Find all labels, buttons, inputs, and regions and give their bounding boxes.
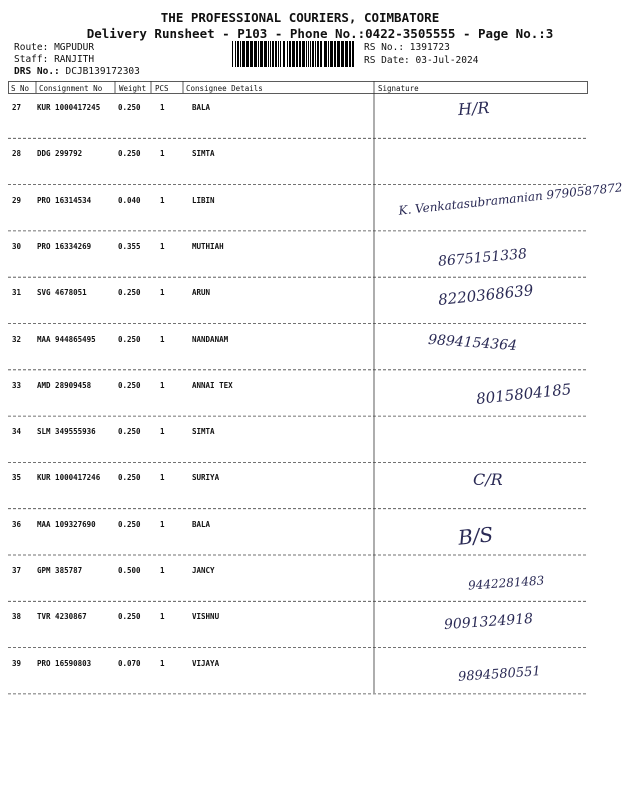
row-pcs: 1 (160, 149, 165, 159)
row-pcs: 1 (160, 334, 165, 344)
barcode-bar (312, 41, 314, 67)
row-consignee: ANNAI TEX (192, 380, 233, 390)
barcode-bar (270, 41, 271, 67)
barcode-bar (341, 41, 344, 67)
row-signature: K. Venkatasubramanian 9790587872 (397, 179, 623, 218)
rs-no-info (364, 42, 450, 53)
document-title: THE PROFESSIONAL COURIERS, COIMBATORE (160, 10, 440, 25)
row-pcs: 1 (160, 658, 165, 668)
row-signature: 8675151338 (437, 246, 528, 270)
barcode-bar (299, 41, 301, 67)
row-consignment-no: KUR 1000417246 (37, 473, 101, 483)
row-consignment-no: PRO 16314534 (37, 195, 92, 205)
route-value: MGPUDUR (54, 42, 95, 53)
row-consignment-no: KUR 1000417245 (37, 103, 101, 112)
barcode-bar (334, 41, 336, 67)
row-sno: 33 (12, 380, 22, 390)
barcode-bar (302, 41, 305, 67)
column-header-consignment: Consignment No (39, 84, 103, 93)
row-signature: H/R (457, 97, 491, 120)
row-weight: 0.040 (118, 195, 141, 205)
row-weight: 0.355 (118, 241, 141, 251)
rs-date-label: RS Date: (364, 55, 410, 66)
barcode-bar (320, 41, 322, 67)
row-consignee: BALA (192, 519, 211, 529)
row-consignee: BALA (192, 103, 211, 112)
rs-no-label: RS No.: (364, 42, 405, 53)
row-consignee: VISHNU (192, 612, 220, 622)
row-weight: 0.250 (118, 103, 141, 112)
row-consignee: NANDANAM (192, 334, 229, 344)
barcode-bar (306, 41, 307, 67)
barcode-bar (296, 41, 298, 67)
staff-value: RANJITH (54, 54, 95, 65)
row-pcs: 1 (160, 288, 165, 298)
row-pcs: 1 (160, 380, 165, 390)
row-signature: B/S (456, 521, 495, 550)
row-weight: 0.250 (118, 473, 141, 483)
barcode-bar (330, 41, 333, 67)
row-signature: 9091324918 (443, 611, 534, 634)
row-consignee: SIMTA (192, 427, 215, 437)
row-pcs: 1 (160, 103, 165, 112)
column-header-signature: Signature (378, 84, 419, 93)
barcode-bar (272, 41, 274, 67)
row-consignment-no: MAA 109327690 (37, 519, 96, 529)
row-consignment-no: SLM 349555936 (37, 427, 96, 437)
row-sno: 27 (12, 103, 22, 112)
row-signature: 8220368639 (437, 281, 535, 310)
rs-date-value: 03-Jul-2024 (415, 55, 479, 66)
barcode-bar (278, 41, 279, 67)
row-consignee: ARUN (192, 288, 211, 298)
row-sno: 29 (12, 195, 22, 205)
rs-date-info (364, 55, 478, 66)
row-pcs: 1 (160, 241, 165, 251)
row-signature: 9442281483 (467, 573, 545, 593)
barcode-bar (258, 41, 259, 67)
barcode-bar (310, 41, 311, 67)
row-weight: 0.500 (118, 566, 141, 575)
row-sno: 36 (12, 519, 22, 529)
barcode-bar (260, 41, 263, 67)
barcode-bar (352, 41, 354, 67)
column-header-consignee: Consignee Details (186, 84, 263, 93)
column-header-sno: S No (11, 84, 30, 93)
barcode-bar (349, 41, 351, 67)
row-weight: 0.250 (118, 334, 141, 344)
row-sno: 35 (12, 473, 22, 483)
barcode-bar (315, 41, 316, 67)
barcode-bar (235, 41, 236, 67)
barcode-bar (268, 41, 269, 67)
row-weight: 0.070 (118, 658, 141, 668)
row-consignee: MUTHIAH (192, 241, 224, 251)
drs-label: DRS No.: (14, 66, 60, 77)
row-consignment-no: MAA 944865495 (37, 334, 96, 344)
column-header-pcs: PCS (155, 84, 169, 93)
barcode-bar (280, 41, 281, 67)
row-weight: 0.250 (118, 427, 141, 437)
row-consignee: SURIYA (192, 473, 220, 483)
row-weight: 0.250 (118, 612, 141, 622)
row-sno: 37 (12, 566, 22, 575)
row-sno: 39 (12, 658, 22, 668)
row-consignee: JANCY (192, 566, 215, 575)
row-sno: 38 (12, 612, 22, 622)
document-subtitle: Delivery Runsheet - P103 - Phone No.:0422-3505555 - Page No.:3 (86, 26, 554, 41)
barcode-bar (240, 41, 241, 67)
row-consignment-no: TVR 4230867 (37, 612, 87, 622)
row-weight: 0.250 (118, 519, 141, 529)
row-sno: 30 (12, 241, 22, 251)
barcode-bar (328, 41, 329, 67)
row-pcs: 1 (160, 427, 165, 437)
barcode-bar (250, 41, 253, 67)
barcode-bar (264, 41, 267, 67)
row-signature: 9894154364 (427, 331, 518, 354)
barcode-icon (232, 41, 357, 67)
barcode-bar (237, 41, 239, 67)
barcode-bar (345, 41, 348, 67)
row-consignment-no: PRO 16334269 (37, 241, 92, 251)
barcode-bar (275, 41, 277, 67)
row-consignee: VIJAYA (192, 658, 220, 668)
staff-label: Staff: (14, 54, 49, 65)
row-signature: 9894580551 (457, 663, 542, 685)
row-sno: 28 (12, 149, 22, 159)
row-consignment-no: DDG 299792 (37, 149, 83, 159)
barcode-bar (283, 41, 285, 67)
barcode-bar (337, 41, 340, 67)
route-label: Route: (14, 42, 49, 53)
barcode-bar (254, 41, 257, 67)
barcode-bar (289, 41, 291, 67)
drs-info (14, 66, 140, 77)
row-consignment-no: AMD 28909458 (37, 380, 92, 390)
row-pcs: 1 (160, 612, 165, 622)
row-signature: 8015804185 (475, 379, 573, 408)
row-weight: 0.250 (118, 380, 141, 390)
barcode-bar (246, 41, 249, 67)
row-sno: 31 (12, 288, 22, 298)
row-pcs: 1 (160, 519, 165, 529)
row-pcs: 1 (160, 566, 165, 575)
row-sno: 32 (12, 334, 22, 344)
column-header-weight: Weight (119, 84, 147, 93)
drs-value: DCJB139172303 (65, 66, 140, 77)
row-consignee: LIBIN (192, 195, 215, 205)
row-pcs: 1 (160, 195, 165, 205)
barcode-bar (308, 41, 309, 67)
row-consignment-no: PRO 16590803 (37, 658, 92, 668)
rs-no-value: 1391723 (409, 42, 450, 53)
row-consignment-no: SVG 4678051 (37, 288, 87, 298)
row-weight: 0.250 (118, 149, 141, 159)
row-sno: 34 (12, 427, 22, 437)
barcode-bar (242, 41, 245, 67)
barcode-bar (324, 41, 327, 67)
route-info (14, 42, 94, 53)
barcode-bar (292, 41, 295, 67)
row-consignment-no: GPM 385787 (37, 566, 83, 575)
staff-info (14, 54, 94, 65)
row-pcs: 1 (160, 473, 165, 483)
row-weight: 0.250 (118, 288, 141, 298)
row-signature: C/R (473, 470, 503, 490)
barcode-bar (317, 41, 319, 67)
row-consignee: SIMTA (192, 149, 215, 159)
barcode-bar (287, 41, 288, 67)
barcode-bar (232, 41, 233, 67)
